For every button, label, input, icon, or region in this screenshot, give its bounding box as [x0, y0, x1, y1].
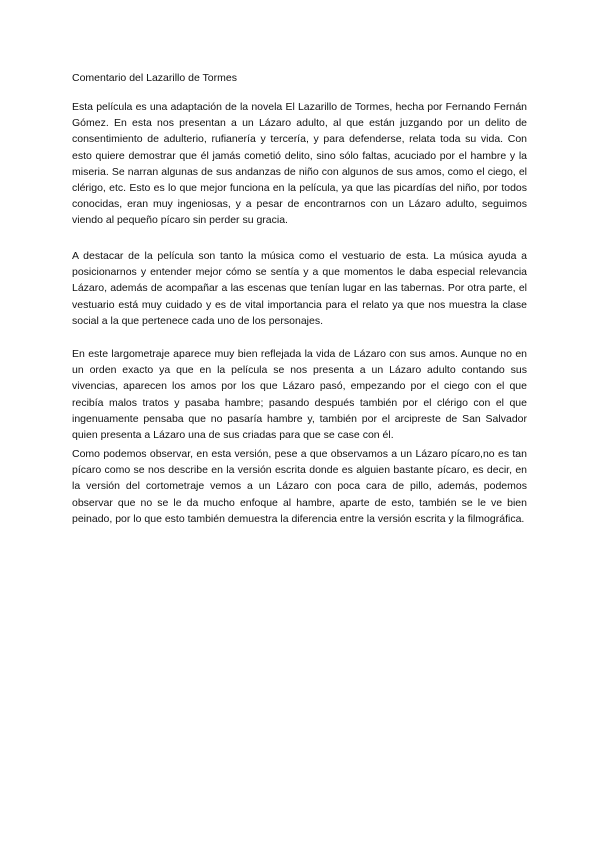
paragraph: A destacar de la película son tanto la música como el vestuario de esta. La música ayuda a posicionarnos y entender mejor cómo se sentía y a que momentos le daba especial relevancia Lázaro, además de acompañar a las escenas que tenían lugar en las tabernas. Por otra parte, el vestuario está muy cuidado y es de vital importancia para el relato ya que nos muestra la clase social a la que pertenece cada uno de los personajes.: [72, 250, 527, 327]
paragraph: En este largometraje aparece muy bien reflejada la vida de Lázaro con sus amos. Aunque no en un orden exacto ya que en la película se nos presenta a un Lázaro adulto contando sus vivencias, aparecen los amos por los que Lázaro pasó, empezando por el ciego con el que recibía malos tratos y pasaba hambre; pasando después también por el clérigo con el que ingenuamente pensaba que no pasaría hambre y, también por el arcipreste de San Salvador quien presenta a Lázaro una de sus criadas para que se case con él.: [72, 348, 527, 442]
paragraph: Esta película es una adaptación de la novela El Lazarillo de Tormes, hecha por Fernando Fernán Gómez. En esta nos presentan a un Lázaro adulto, al que están juzgando por un delito de consentimiento de adulterio, rufianería y tercería, y para defenderse, relata toda su vida. Con esto quiere demostrar que él jamás cometió delito, sino sólo faltas, acuciado por el hambre y la miseria. Se narran algunas de sus andanzas de niño con algunos de sus amos, como el ciego, el clérigo, etc. Esto es lo que mejor funciona en la película, ya que las picardías del niño, por todos conocidas, eran muy ingeniosas, y a pesar de encontrarnos con un Lázaro adulto, seguimos viendo al pequeño pícaro sin perder su gracia.: [72, 101, 527, 227]
paragraph: Como podemos observar, en esta versión, pese a que observamos a un Lázaro pícaro,no es tan pícaro como se nos describe en la versión escrita donde es alguien bastante pícaro, es decir, en la versión del cortometraje vemos a un Lázaro con poca cara de pillo, además, podemos observar que no se le da mucho enfoque al hambre, aparte de esto, también se le ve bien peinado, por lo que esto también demuestra la diferencia entre la versión escrita y la filmográfica.: [72, 448, 527, 525]
document-title: Comentario del Lazarillo de Tormes: [72, 72, 237, 84]
